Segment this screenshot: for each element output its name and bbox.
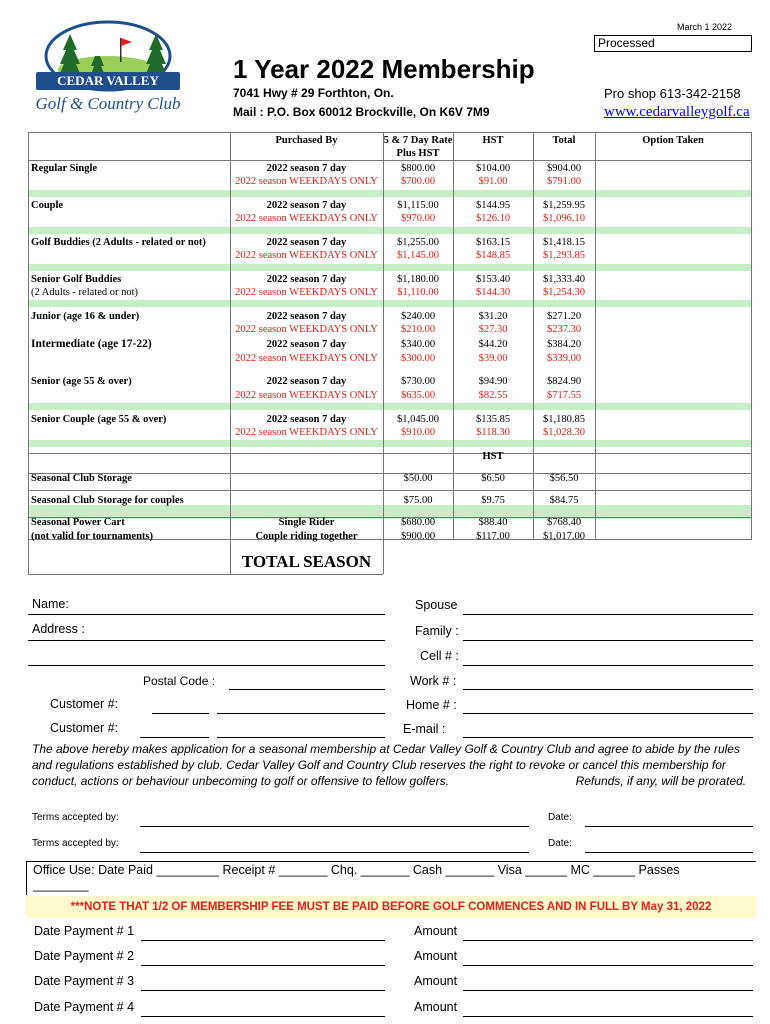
customer-number-input[interactable] [152, 713, 209, 714]
purchase-7day: 2022 season 7 day [266, 414, 347, 425]
purchase-7day: 2022 season 7 day [266, 339, 347, 350]
mail-address: Mail : P.O. Box 60012 Brockville, On K6V 7M9 [233, 105, 490, 119]
total-value: $824.90 [546, 376, 582, 387]
purchase-7day: 2022 season 7 day [266, 163, 347, 174]
purchase-7day: 2022 season 7 day [266, 200, 347, 211]
hst-value: $118.30 [476, 427, 510, 438]
payment-3-date-input[interactable] [141, 990, 385, 991]
row-label: Golf Buddies (2 Adults - related or not) [31, 237, 206, 248]
date-input[interactable] [585, 826, 753, 827]
rate-value: $900.00 [400, 531, 436, 542]
payment-3-amount-input[interactable] [463, 990, 753, 991]
home-input[interactable] [463, 713, 753, 714]
total-value: $1,180.85 [543, 414, 585, 425]
row-label: Senior Golf Buddies [31, 274, 122, 285]
storage-couples-label: Seasonal Club Storage for couples [31, 495, 184, 506]
email-input[interactable] [463, 737, 753, 738]
row-label: Regular Single [31, 163, 98, 174]
amount-label: Amount [414, 974, 458, 988]
payment-2-amount-input[interactable] [463, 965, 753, 966]
rate-value: $700.00 [400, 176, 436, 187]
hst-subheader: HST [482, 451, 504, 462]
header-hst: HST [482, 135, 504, 146]
work-input[interactable] [463, 689, 753, 690]
club-logo [28, 20, 188, 124]
total-value: $384.20 [546, 339, 582, 350]
total-value: $237.30 [546, 324, 582, 335]
customer-label: Customer #: [50, 697, 119, 711]
terms-accepted-label: Terms accepted by: [32, 812, 119, 823]
purchase-7day: 2022 season 7 day [266, 237, 347, 248]
family-label: Family : [415, 624, 459, 638]
purchase-weekdays: 2022 season WEEKDAYS ONLY [235, 324, 378, 335]
payment-1-label: Date Payment # 1 [34, 924, 135, 938]
office-use-box [26, 861, 756, 895]
header-purchased-by: Purchased By [275, 135, 338, 146]
amount-label: Amount [414, 949, 458, 963]
total-value: $56.50 [549, 473, 579, 484]
terms-accepted-label: Terms accepted by: [32, 838, 119, 849]
hst-value: $144.30 [475, 287, 511, 298]
logo-text-top: CEDAR VALLEY [57, 73, 159, 88]
payment-note: ***NOTE THAT 1/2 OF MEMBERSHIP FEE MUST BE PAID BEFORE GOLF COMMENCES AND IN FULL BY May 31, 2022 [26, 896, 756, 918]
hst-value: $135.85 [475, 414, 511, 425]
payment-4-label: Date Payment # 4 [34, 1000, 135, 1014]
rate-value: $635.00 [400, 390, 436, 401]
total-value: $1,418.15 [543, 237, 585, 248]
total-value: $1,028.30 [543, 427, 585, 438]
address-input[interactable] [28, 640, 385, 641]
page-title: 1 Year 2022 Membership [233, 54, 535, 84]
hst-value: $126.10 [475, 213, 511, 224]
hst-value: $9.75 [481, 495, 505, 506]
rate-value: $910.00 [400, 427, 436, 438]
spouse-input[interactable] [463, 614, 753, 615]
postal-input[interactable] [229, 689, 385, 690]
rate-value: $1,180.00 [397, 274, 439, 285]
refund-text: Refunds, if any, will be prorated. [575, 774, 747, 788]
customer-number-input[interactable] [140, 737, 209, 738]
form-date: March 1 2022 [677, 22, 733, 32]
rate-value: $240.00 [400, 311, 436, 322]
email-label: E-mail : [403, 722, 446, 736]
hst-value: $88.40 [478, 517, 508, 528]
payment-3-label: Date Payment # 3 [34, 974, 135, 988]
purchase-7day: 2022 season 7 day [266, 274, 347, 285]
header-rate: 5 & 7 Day Rate [383, 135, 453, 146]
hst-value: $39.00 [478, 353, 508, 364]
customer-label: Customer #: [50, 721, 119, 735]
purchase-weekdays: 2022 season WEEKDAYS ONLY [235, 176, 378, 187]
hst-value: $6.50 [481, 473, 505, 484]
logo-text-bottom: Golf & Country Club [35, 94, 181, 113]
customer-name-input[interactable] [217, 713, 385, 714]
total-value: $1,254.30 [543, 287, 585, 298]
purchase-weekdays: 2022 season WEEKDAYS ONLY [235, 427, 378, 438]
postal-label: Postal Code : [143, 674, 216, 688]
hst-value: $82.55 [478, 390, 508, 401]
total-value: $904.00 [546, 163, 582, 174]
purchase-weekdays: 2022 season WEEKDAYS ONLY [235, 287, 378, 298]
rate-value: $680.00 [400, 517, 436, 528]
rate-value: $1,255.00 [397, 237, 439, 248]
hst-value: $31.20 [478, 311, 508, 322]
cell-input[interactable] [463, 665, 753, 666]
address-label: Address : [32, 622, 85, 636]
family-input[interactable] [463, 640, 753, 641]
header-option-taken: Option Taken [642, 135, 704, 146]
payment-1-amount-input[interactable] [463, 940, 753, 941]
header-total: Total [552, 135, 576, 146]
club-address: 7041 Hwy # 29 Forthton, On. [233, 86, 394, 100]
payment-1-date-input[interactable] [141, 940, 385, 941]
storage-label: Seasonal Club Storage [31, 473, 132, 484]
row-label: Senior Couple (age 55 & over) [31, 414, 167, 425]
total-season: TOTAL SEASON [241, 552, 372, 571]
hst-value: $44.20 [478, 339, 508, 350]
rate-value: $1,045.00 [397, 414, 439, 425]
terms-accepted-input[interactable] [140, 852, 529, 853]
rate-value: $300.00 [400, 353, 436, 364]
spouse-label: Spouse [415, 598, 458, 612]
hst-value: $27.30 [478, 324, 508, 335]
terms-paragraph [32, 741, 752, 789]
hst-value: $117.00 [476, 531, 510, 542]
total-value: $271.20 [546, 311, 582, 322]
cart-single: Single Rider [278, 517, 335, 528]
header-rate-plus-hst: Plus HST [396, 148, 440, 159]
cell-label: Cell # : [420, 649, 459, 663]
terms-accepted-input[interactable] [140, 826, 529, 827]
office-use-line: Office Use: Date Paid _________ Receipt # _______ Chq. _______ Cash _______ Visa ______ MC ______ Passes [33, 863, 680, 877]
cart-couple: Couple riding together [255, 531, 358, 542]
purchase-weekdays: 2022 season WEEKDAYS ONLY [235, 213, 378, 224]
rate-value: $730.00 [400, 376, 436, 387]
total-value: $1,259.95 [543, 200, 585, 211]
name-label: Name: [32, 597, 69, 611]
amount-label: Amount [414, 1000, 458, 1014]
customer-name-input[interactable] [217, 737, 385, 738]
row-label: Intermediate (age 17-22) [31, 338, 152, 350]
rate-value: $970.00 [400, 213, 436, 224]
hst-value: $94.90 [478, 376, 508, 387]
purchase-weekdays: 2022 season WEEKDAYS ONLY [235, 353, 378, 364]
work-label: Work # : [410, 674, 457, 688]
rate-value: $340.00 [400, 339, 436, 350]
rate-value: $75.00 [403, 495, 433, 506]
membership-table [28, 132, 752, 574]
rate-value: $1,110.00 [397, 287, 439, 298]
total-value: $1,333.40 [543, 274, 585, 285]
total-value: $84.75 [549, 495, 579, 506]
date-label: Date: [548, 812, 572, 823]
total-value: $791.00 [546, 176, 582, 187]
purchase-7day: 2022 season 7 day [266, 376, 347, 387]
terms-text: The above hereby makes application for a seasonal membership at Cedar Valley Golf & Country Club and agree to abide by the rules and regulations established by club. Cedar Valley Golf and Country Club reserves the right to revoke or cancel this membership for conduct, actions or behaviour unbecoming to golf or offensive to fellow golfers. [32, 742, 740, 788]
office-use-line2: ________ [33, 878, 89, 892]
total-value: $339.00 [546, 353, 582, 364]
hst-value: $104.00 [475, 163, 511, 174]
date-input[interactable] [585, 852, 753, 853]
hst-value: $91.00 [478, 176, 508, 187]
cart-sublabel: (not valid for tournaments) [31, 531, 154, 542]
payment-4-date-input[interactable] [141, 1016, 385, 1017]
total-value: $768.40 [546, 517, 582, 528]
total-value: $1,293.85 [543, 250, 585, 261]
cart-label: Seasonal Power Cart [31, 517, 125, 528]
row-label: Junior (age 16 & under) [31, 311, 140, 322]
purchase-7day: 2022 season 7 day [266, 311, 347, 322]
home-label: Home # : [406, 698, 457, 712]
hst-value: $153.40 [475, 274, 511, 285]
total-value: $1,017.00 [543, 531, 585, 542]
payment-2-label: Date Payment # 2 [34, 949, 135, 963]
row-sublabel: (2 Adults - related or not) [31, 287, 139, 298]
amount-label: Amount [414, 924, 458, 938]
website-link[interactable]: www.cedarvalleygolf.ca [604, 104, 750, 120]
proshop-phone: Pro shop 613-342-2158 [604, 86, 741, 101]
total-value: $717.55 [546, 390, 582, 401]
payment-2-date-input[interactable] [141, 965, 385, 966]
processed-field[interactable]: Processed [594, 35, 752, 52]
rate-value: $210.00 [400, 324, 436, 335]
hst-value: $148.85 [475, 250, 511, 261]
purchase-weekdays: 2022 season WEEKDAYS ONLY [235, 390, 378, 401]
row-label: Couple [31, 200, 64, 211]
rate-value: $1,145.00 [397, 250, 439, 261]
hst-value: $163.15 [475, 237, 511, 248]
rate-value: $50.00 [403, 473, 433, 484]
date-label: Date: [548, 838, 572, 849]
row-label: Senior (age 55 & over) [31, 376, 132, 387]
rate-value: $1,115.00 [397, 200, 439, 211]
total-value: $1,096.10 [543, 213, 585, 224]
address-line2-input[interactable] [28, 665, 385, 666]
purchase-weekdays: 2022 season WEEKDAYS ONLY [235, 250, 378, 261]
name-input[interactable] [28, 614, 385, 615]
hst-value: $144.95 [475, 200, 511, 211]
payment-4-amount-input[interactable] [463, 1016, 753, 1017]
rate-value: $800.00 [400, 163, 436, 174]
